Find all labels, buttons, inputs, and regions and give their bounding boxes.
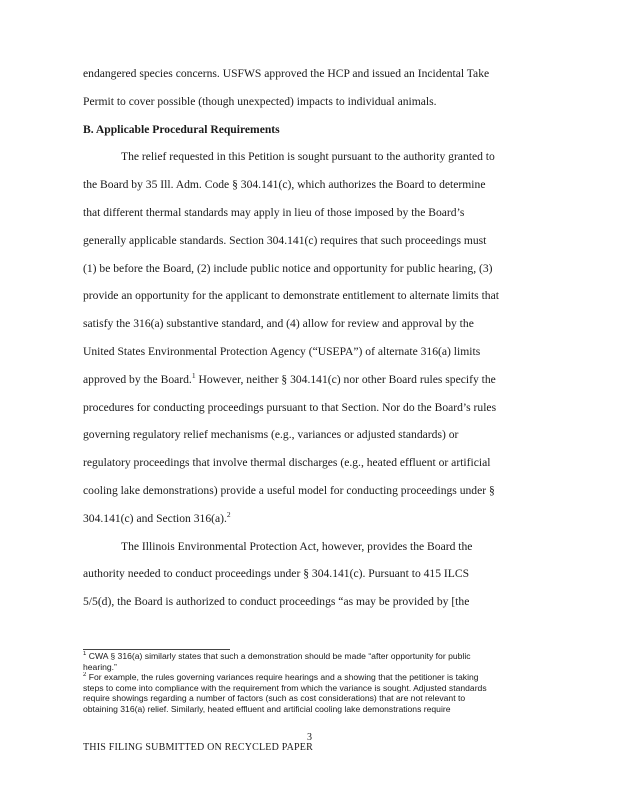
paragraph-line: generally applicable standards. Section 304.141(c) requires that such proceedings must xyxy=(83,233,487,247)
paragraph-line: cooling lake demonstrations) provide a useful model for conducting proceedings under § xyxy=(83,483,495,497)
footnote-line: steps to come into compliance with the requirement from which the variance is sought. Adjusted standards xyxy=(83,682,487,693)
paragraph-line: regulatory proceedings that involve thermal discharges (e.g., heated effluent or artificial xyxy=(83,456,491,470)
paragraph-text: approved by the Board. xyxy=(83,372,192,386)
footnote-mark-2: 2 xyxy=(83,672,87,679)
section-heading: B. Applicable Procedural Requirements xyxy=(83,122,280,136)
body-line: endangered species concerns. USFWS approved the HCP and issued an Incidental Take xyxy=(83,67,490,80)
paragraph-line: 5/5(d), the Board is authorized to conduct proceedings “as may be provided by [the xyxy=(83,595,470,609)
body-text xyxy=(83,60,523,616)
paragraph-line: United States Environmental Protection Agency (“USEPA”) of alternate 316(a) limits xyxy=(83,344,481,358)
paragraph-line: (1) be before the Board, (2) include public notice and opportunity for public hearing, (3) xyxy=(83,261,493,275)
footnote-line: require showings regarding a number of factors (such as cost considerations) that are not relevant to xyxy=(83,693,466,704)
footnote-line: hearing.” xyxy=(83,661,117,672)
paragraph-line: procedures for conducting proceedings pursuant to that Section. Nor do the Board’s rules xyxy=(83,400,497,414)
paragraph-line: that different thermal standards may apply in lieu of those imposed by the Board’s xyxy=(83,205,465,219)
paragraph-line: The Illinois Environmental Protection Act, however, provides the Board the xyxy=(121,539,473,553)
footnotes xyxy=(83,651,523,715)
footnote-text: For example, the rules governing variances require hearings and a showing that the petitioner is taking xyxy=(86,672,479,683)
footnote-ref-2: 2 xyxy=(226,509,231,519)
paragraph-line: authority needed to conduct proceedings under § 304.141(c). Pursuant to 415 ILCS xyxy=(83,567,470,581)
footnote-line xyxy=(83,672,523,683)
paragraph-line: satisfy the 316(a) substantive standard, and (4) allow for review and approval by the xyxy=(83,317,474,331)
paragraph-line: governing regulatory relief mechanisms (e.g., variances or adjusted standards) or xyxy=(83,428,459,442)
recycled-paper-footer: THIS FILING SUBMITTED ON RECYCLED PAPER xyxy=(83,742,313,753)
footnote-text: CWA § 316(a) similarly states that such a demonstration should be made “after opportunity for public xyxy=(86,651,471,661)
footnote-ref-1: 1 xyxy=(191,370,196,380)
paragraph-line xyxy=(83,505,523,533)
paragraph-text: However, neither § 304.141(c) nor other Board rules specify the xyxy=(195,372,496,386)
footnote-divider xyxy=(83,649,230,650)
footnote-mark-1: 1 xyxy=(83,651,87,658)
paragraph-line: the Board by 35 Ill. Adm. Code § 304.141(c), which authorizes the Board to determine xyxy=(83,178,486,192)
footnote-line: obtaining 316(a) relief. Similarly, heated effluent and artificial cooling lake demonstrations require xyxy=(83,703,451,714)
paragraph-line: The relief requested in this Petition is sought pursuant to the authority granted to xyxy=(121,150,495,164)
paragraph-line: provide an opportunity for the applicant to demonstrate entitlement to alternate limits that xyxy=(83,289,499,303)
page-number: 3 xyxy=(307,732,312,743)
body-line: Permit to cover possible (though unexpected) impacts to individual animals. xyxy=(83,94,437,108)
paragraph-line xyxy=(83,366,523,394)
paragraph-text: 304.141(c) and Section 316(a). xyxy=(83,511,227,525)
footnote-line xyxy=(83,651,523,662)
